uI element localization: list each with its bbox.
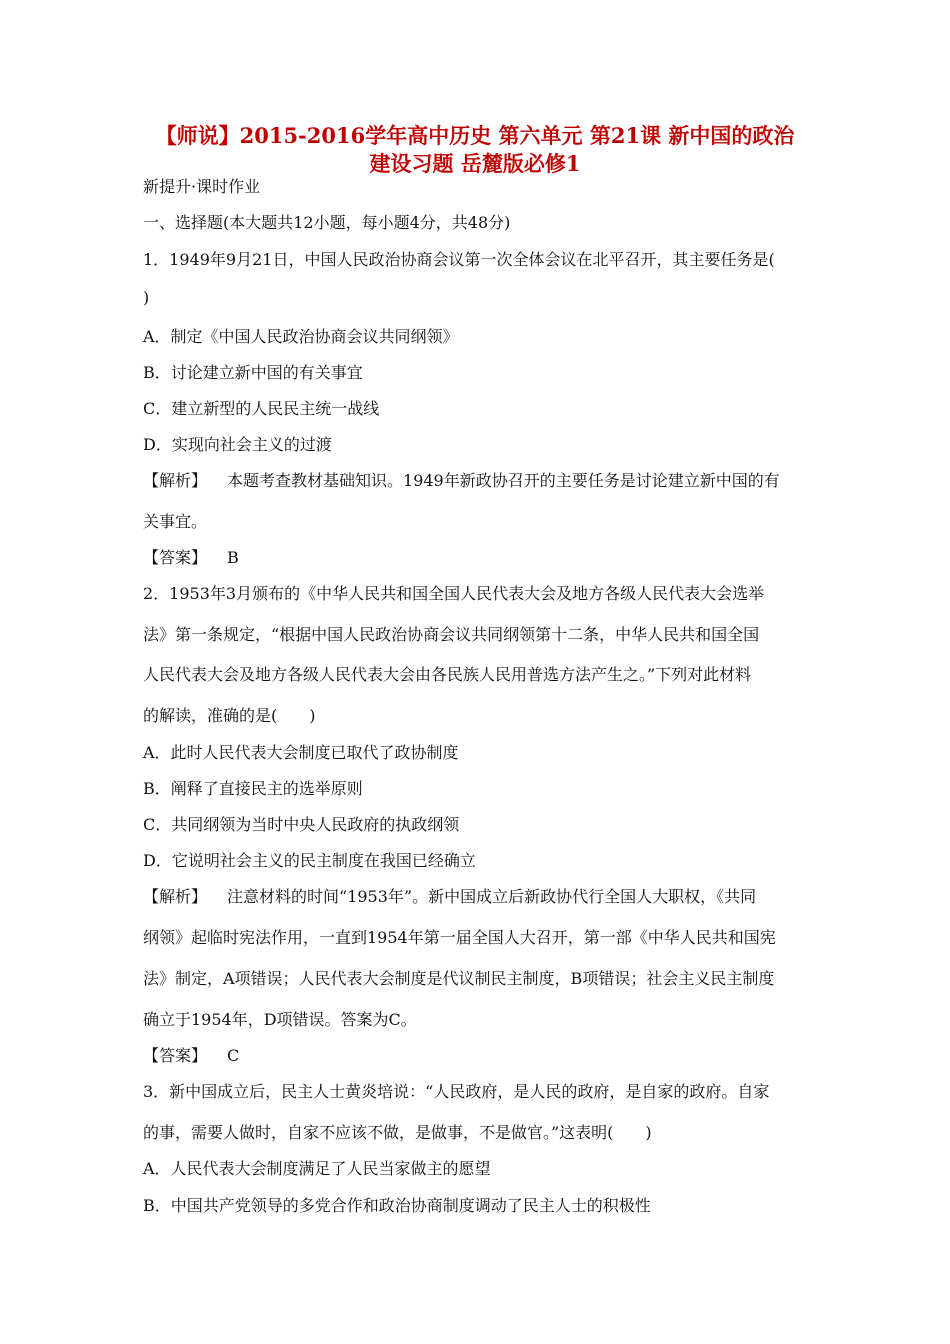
question-3-option-b: B．中国共产党领导的多党合作和政治协商制度调动了民主人士的积极性 <box>143 1196 651 1215</box>
question-1-stem-line-1: 1．1949年9月21日，中国人民政治协商会议第一次全体会议在北平召开，其主要任务是( <box>143 250 775 269</box>
document-title-line-1: 【师说】2015-2016学年高中历史 第六单元 第21课 新中国的政治 <box>155 123 795 148</box>
question-2-stem-line-1: 2．1953年3月颁布的《中华人民共和国全国人民代表大会及地方各级人民代表大会选举 <box>143 584 765 603</box>
question-1-analysis-line-2: 关事宜。 <box>143 512 208 531</box>
section-heading: 一、选择题(本大题共12小题，每小题4分，共48分) <box>143 213 511 232</box>
question-3-option-a: A．人民代表大会制度满足了人民当家做主的愿望 <box>143 1159 491 1178</box>
question-2-stem-line-4: 的解读，准确的是( ) <box>143 706 316 725</box>
question-2-answer <box>143 1045 239 1067</box>
question-1-option-c: C．建立新型的人民民主统一战线 <box>143 399 380 418</box>
question-2-option-a: A．此时人民代表大会制度已取代了政协制度 <box>143 743 459 762</box>
question-2-analysis-line-4: 确立于1954年，D项错误。答案为C。 <box>143 1010 417 1029</box>
document-title-line-2: 建设习题 岳麓版必修1 <box>369 151 581 176</box>
question-3-stem-line-1: 3．新中国成立后，民主人士黄炎培说：“人民政府，是人民的政府，是自家的政府。自家 <box>143 1082 770 1101</box>
analysis-label: 【解析】 <box>143 471 208 490</box>
question-2-stem-line-2: 法》第一条规定，“根据中国人民政治协商会议共同纲领第十二条，中华人民共和国全国 <box>143 625 760 644</box>
subtitle: 新提升·课时作业 <box>143 177 261 196</box>
question-1-answer <box>143 547 239 569</box>
question-3-stem-line-2: 的事，需要人做时，自家不应该不做，是做事，不是做官。”这表明( ) <box>143 1123 652 1142</box>
question-2-option-c: C．共同纲领为当时中央人民政府的执政纲领 <box>143 815 460 834</box>
question-2-stem-line-3: 人民代表大会及地方各级人民代表大会由各民族人民用普选方法产生之。”下列对此材料 <box>143 665 752 684</box>
question-2-analysis-line-3: 法》制定，A项错误；人民代表大会制度是代议制民主制度，B项错误；社会主义民主制度 <box>143 969 775 988</box>
answer-value: C <box>227 1046 240 1065</box>
question-1-stem-line-2: ) <box>143 288 150 307</box>
question-2-analysis-line-1 <box>143 886 756 908</box>
answer-label: 【答案】 <box>143 1046 208 1065</box>
question-2-option-d: D．它说明社会主义的民主制度在我国已经确立 <box>143 851 476 870</box>
question-1-option-a: A．制定《中国人民政治协商会议共同纲领》 <box>143 327 459 346</box>
question-2-analysis-line-2: 纲领》起临时宪法作用，一直到1954年第一届全国人大召开，第一部《中华人民共和国宪 <box>143 928 776 947</box>
question-1-analysis-line-1 <box>143 470 780 492</box>
analysis-text: 本题考查教材基础知识。1949年新政协召开的主要任务是讨论建立新中国的有 <box>227 471 780 490</box>
analysis-label: 【解析】 <box>143 887 208 906</box>
question-1-option-d: D．实现向社会主义的过渡 <box>143 435 332 454</box>
question-1-option-b: B．讨论建立新中国的有关事宜 <box>143 363 363 382</box>
analysis-text: 注意材料的时间“1953年”。新中国成立后新政协代行全国人大职权，《共同 <box>227 887 757 906</box>
answer-value: B <box>227 548 239 567</box>
question-2-option-b: B．阐释了直接民主的选举原则 <box>143 779 363 798</box>
answer-label: 【答案】 <box>143 548 208 567</box>
